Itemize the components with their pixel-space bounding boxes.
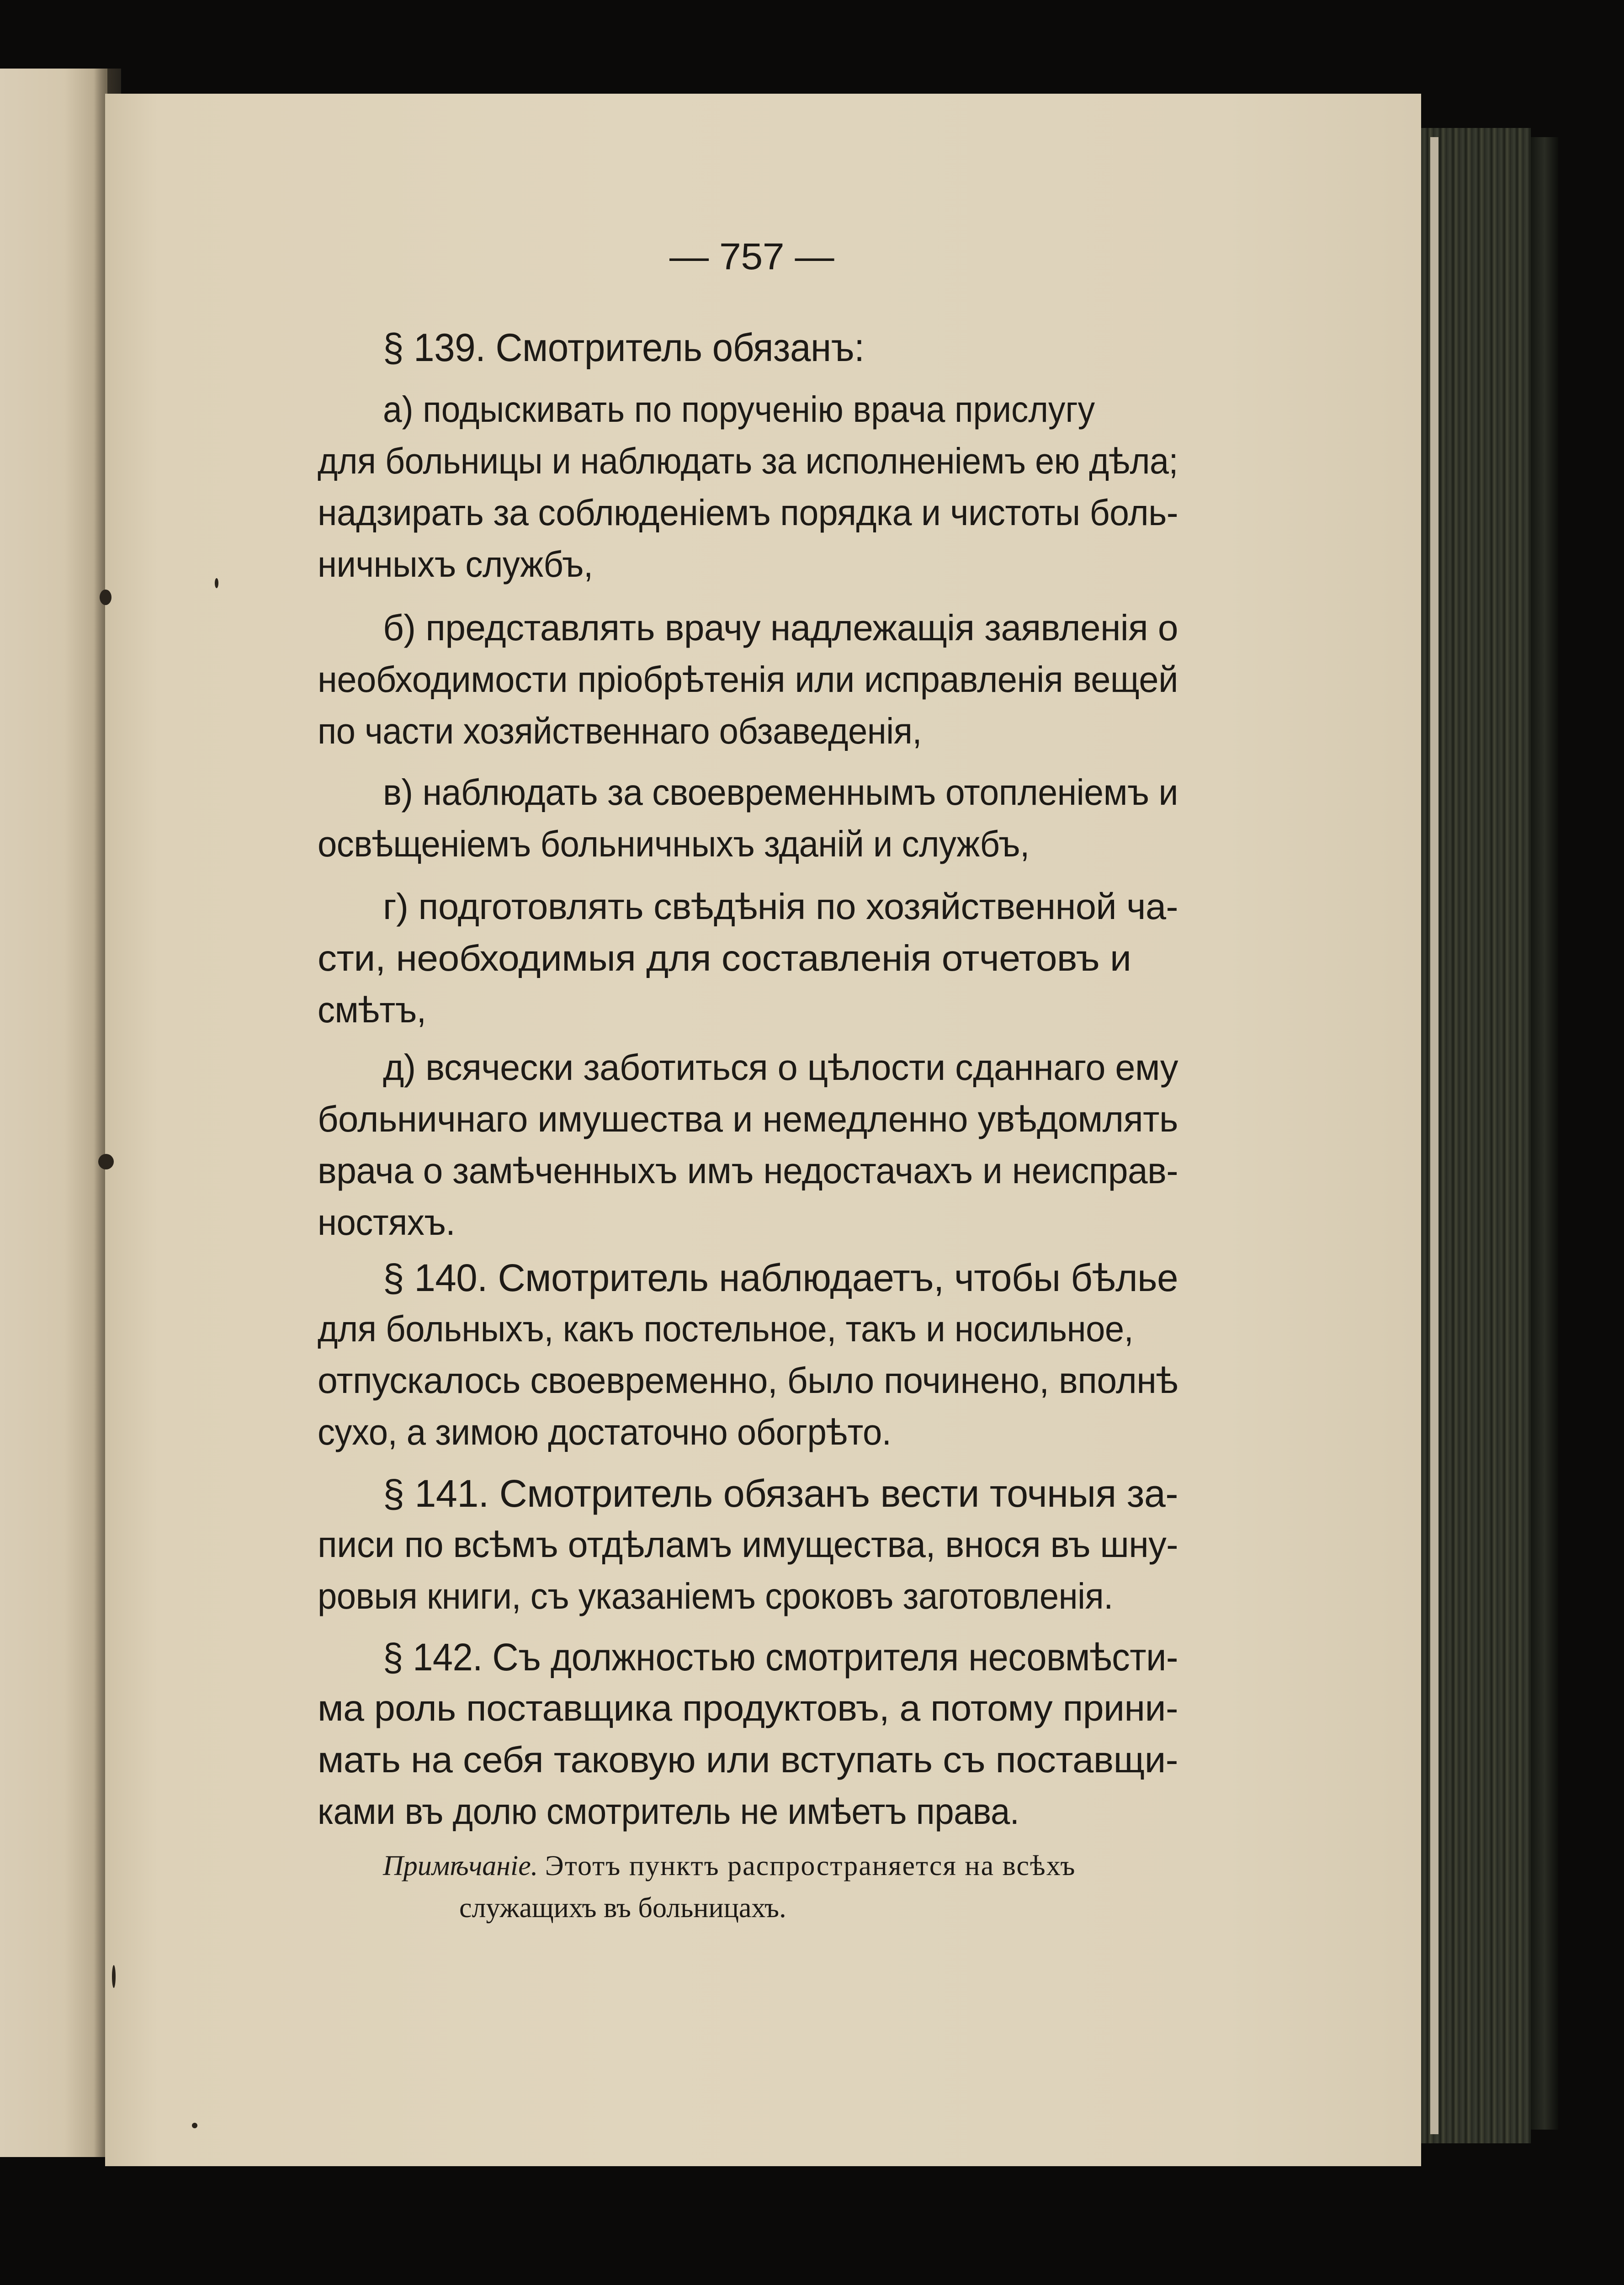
section-142-line-3: мать на себя таковую или вступать съ поставщи- bbox=[318, 1739, 1178, 1780]
item-d-line-1: г) подготовлять свѣдѣнія по хозяйственной ча- bbox=[383, 886, 1178, 927]
book-cover-edge bbox=[1531, 137, 1558, 2130]
section-140-line-4: сухо, а зимою достаточно обогрѣто. bbox=[318, 1412, 892, 1452]
note-label: Примѣчаніе. bbox=[383, 1850, 538, 1881]
margin-speck bbox=[215, 578, 218, 588]
item-b-line-1: б) представлять врачу надлежащія заявленія о bbox=[383, 607, 1178, 648]
section-140-line-3: отпускалось своевременно, было починено, вполнѣ bbox=[318, 1360, 1178, 1401]
margin-speck bbox=[112, 1965, 116, 1988]
note-text-1: Этотъ пунктъ распространяется на всѣхъ bbox=[545, 1850, 1076, 1881]
section-139-heading: § 139. Смотритель обязанъ: bbox=[383, 326, 865, 370]
margin-speck bbox=[98, 1154, 114, 1169]
section-141-line-3: ровыя книги, съ указаніемъ сроковъ заготовленія. bbox=[318, 1576, 1113, 1616]
page-edges bbox=[1430, 137, 1438, 2134]
item-d-line-2: сти, необходимыя для составленія отчетовъ и bbox=[318, 938, 1131, 978]
item-a-line-3: надзирать за соблюденіемъ порядка и чистоты боль- bbox=[318, 492, 1178, 533]
item-a-line-1 bbox=[383, 388, 1177, 430]
section-141-line-1: § 141. Смотритель обязанъ вести точныя за- bbox=[383, 1472, 1178, 1515]
item-a-line-4: ничныхъ службъ, bbox=[318, 544, 593, 585]
section-140-line-2: для больныхъ, какъ постельное, такъ и носильное, bbox=[318, 1308, 1134, 1349]
item-e-line-1: д) всячески заботиться о цѣлости сданнаго ему bbox=[383, 1047, 1178, 1088]
note-line-2: служащихъ въ больницахъ. bbox=[459, 1892, 786, 1924]
section-141-line-2: писи по всѣмъ отдѣламъ имущества, внося въ шну- bbox=[318, 1524, 1178, 1565]
item-a-text: а) подыскивать по порученію врача прислугу bbox=[383, 389, 1095, 430]
item-e-line-3: врача о замѣченныхъ имъ недостачахъ и неисправ- bbox=[318, 1150, 1178, 1191]
section-142-line-2: ма роль поставщика продуктовъ, а потому прини- bbox=[318, 1688, 1178, 1728]
item-d-line-3: смѣтъ, bbox=[318, 989, 426, 1030]
item-b-line-2: необходимости пріобрѣтенія или исправленія вещей bbox=[318, 659, 1178, 700]
section-142-line-4: ками въ долю смотритель не имѣетъ права. bbox=[318, 1791, 1019, 1832]
page-number: — 757 — bbox=[669, 236, 834, 277]
margin-speck bbox=[192, 2123, 197, 2128]
section-140-line-1: § 140. Смотритель наблюдаетъ, чтобы бѣлье bbox=[383, 1256, 1178, 1299]
item-c-line-2: освѣщеніемъ больничныхъ зданій и службъ, bbox=[318, 824, 1030, 864]
margin-speck bbox=[100, 590, 111, 605]
item-a-line-2: для больницы и наблюдать за исполненіемъ ею дѣла; bbox=[318, 441, 1178, 481]
item-e-line-2: больничнаго имушества и немедленно увѣдомлять bbox=[318, 1099, 1178, 1139]
item-c-line-1: в) наблюдать за своевременнымъ отопленіемъ и bbox=[383, 772, 1178, 813]
section-142-line-1: § 142. Съ должностью смотрителя несовмѣсти- bbox=[383, 1636, 1178, 1679]
item-b-line-3: по части хозяйственнаго обзаведенія, bbox=[318, 711, 922, 751]
item-e-line-4: ностяхъ. bbox=[318, 1202, 456, 1243]
note-line-1 bbox=[383, 1850, 1076, 1882]
left-facing-page bbox=[0, 69, 107, 2157]
